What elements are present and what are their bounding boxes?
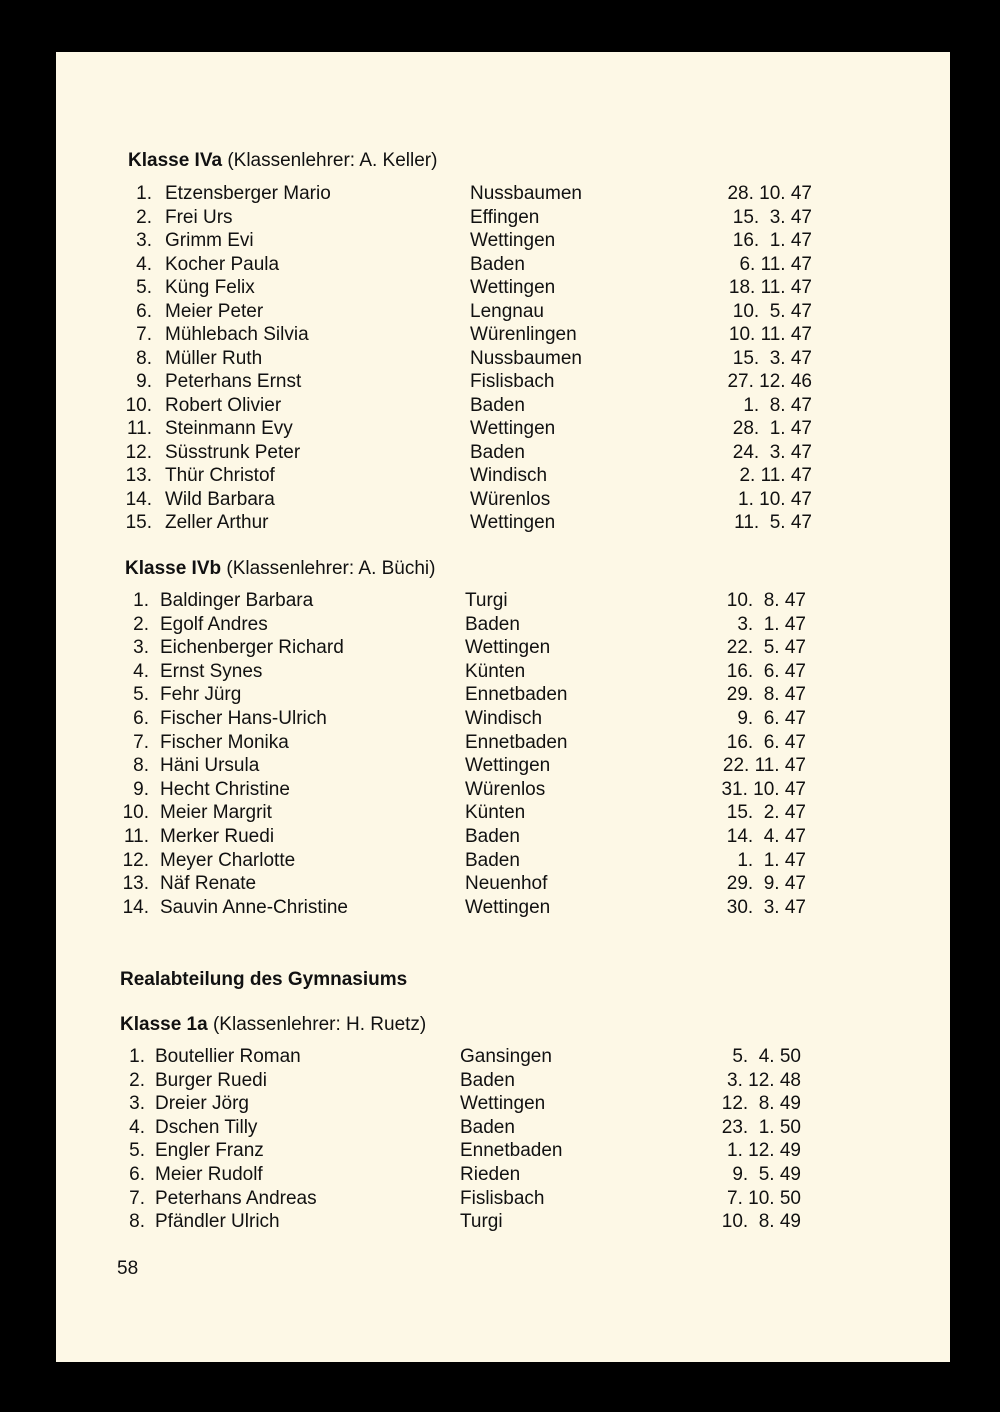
student-place: Wettingen: [465, 896, 551, 918]
student-number: 4.: [133, 660, 149, 682]
student-birthdate: 22. 11. 47: [722, 755, 806, 777]
student-row: [56, 512, 950, 536]
student-row: [56, 897, 950, 921]
student-number: 4.: [136, 253, 152, 275]
student-place: Baden: [470, 253, 525, 275]
student-place: Baden: [470, 441, 525, 463]
student-number: 5.: [129, 1140, 145, 1162]
student-number: 9.: [133, 778, 149, 800]
student-row: [56, 1164, 950, 1188]
student-place: Ennetbaden: [465, 731, 568, 753]
student-number: 8.: [129, 1211, 145, 1233]
student-birthdate: 29. 9. 47: [726, 873, 806, 895]
student-row: [56, 779, 950, 803]
student-number: 14.: [122, 896, 149, 918]
student-place: Nussbaumen: [470, 347, 582, 369]
student-number: 3.: [136, 230, 152, 251]
student-number: 7.: [129, 1187, 145, 1209]
student-number: 2.: [136, 206, 152, 228]
student-birthdate: 23. 1. 50: [721, 1116, 801, 1138]
student-birthdate: 6. 11. 47: [739, 253, 812, 275]
student-place: Baden: [465, 849, 520, 871]
student-row: [56, 1093, 950, 1117]
student-row: [56, 301, 950, 325]
student-birthdate: 5. 4. 50: [732, 1046, 801, 1067]
student-number: 6.: [133, 708, 149, 729]
student-number: 14.: [125, 488, 152, 510]
student-name: Küng Felix: [165, 277, 255, 298]
student-number: 4.: [129, 1116, 145, 1138]
student-birthdate: 29. 8. 47: [726, 684, 806, 706]
student-birthdate: 28. 10. 47: [727, 183, 812, 204]
student-birthdate: 10. 5. 47: [732, 300, 812, 322]
student-birthdate: 27. 12. 46: [727, 371, 812, 392]
student-row: [56, 348, 950, 372]
student-row: [56, 826, 950, 850]
student-name: Hecht Christine: [160, 778, 290, 800]
student-birthdate: 14. 4. 47: [726, 826, 806, 847]
student-row: [56, 684, 950, 708]
student-name: Sauvin Anne-Christine: [160, 896, 348, 918]
student-birthdate: 24. 3. 47: [732, 441, 812, 463]
class-label: Klasse IVa: [128, 150, 223, 171]
student-place: Wettingen: [470, 512, 556, 533]
student-row: [56, 371, 950, 395]
student-place: Wettingen: [470, 230, 556, 251]
department-heading: Realabteilung des Gymnasiums: [120, 969, 408, 990]
student-place: Baden: [460, 1116, 515, 1138]
student-row: [56, 465, 950, 489]
student-place: Ennetbaden: [465, 684, 568, 706]
student-number: 12.: [125, 441, 152, 463]
student-row: [56, 442, 950, 466]
student-place: Baden: [470, 394, 525, 416]
page-number: 58: [117, 1258, 139, 1279]
student-row: [56, 1140, 950, 1164]
student-name: Pfändler Ulrich: [155, 1211, 280, 1233]
student-place: Baden: [460, 1069, 515, 1091]
student-place: Wettingen: [460, 1093, 546, 1115]
student-name: Burger Ruedi: [155, 1069, 267, 1091]
student-number: 11.: [123, 826, 149, 847]
student-name: Peterhans Andreas: [155, 1187, 317, 1209]
student-name: Merker Ruedi: [160, 826, 275, 847]
student-place: Ennetbaden: [460, 1140, 563, 1162]
student-place: Wettingen: [465, 637, 551, 659]
student-row: [56, 873, 950, 897]
student-birthdate: 1. 8. 47: [743, 394, 812, 416]
student-place: Fislisbach: [470, 371, 555, 392]
student-name: Fischer Monika: [160, 731, 289, 753]
student-birthdate: 3. 1. 47: [737, 613, 806, 635]
student-number: 15.: [125, 512, 152, 533]
student-number: 6.: [129, 1164, 145, 1185]
student-place: Baden: [465, 613, 520, 635]
student-name: Baldinger Barbara: [160, 590, 314, 611]
student-row: [56, 277, 950, 301]
student-name: Zeller Arthur: [165, 512, 269, 533]
class-teacher: (Klassenlehrer: H. Ruetz): [212, 1014, 427, 1035]
student-place: Fislisbach: [460, 1187, 545, 1209]
student-place: Rieden: [460, 1164, 521, 1185]
student-row: [56, 254, 950, 278]
student-birthdate: 9. 5. 49: [732, 1164, 801, 1185]
student-name: Thür Christof: [165, 465, 275, 486]
student-name: Etzensberger Mario: [165, 183, 331, 204]
student-birthdate: 9. 6. 47: [737, 708, 806, 729]
student-place: Wettingen: [470, 418, 556, 439]
class-heading: [128, 150, 437, 172]
student-name: Grimm Evi: [165, 230, 254, 251]
student-name: Kocher Paula: [165, 253, 280, 275]
student-row: [56, 802, 950, 826]
student-row: [56, 489, 950, 513]
student-birthdate: 30. 3. 47: [726, 896, 806, 918]
student-row: [56, 1117, 950, 1141]
student-name: Fischer Hans-Ulrich: [160, 708, 327, 729]
document-page: [56, 52, 950, 1362]
student-name: Ernst Synes: [160, 660, 263, 682]
student-place: Künten: [465, 802, 526, 824]
student-row: [56, 1188, 950, 1212]
student-number: 1.: [133, 590, 149, 611]
student-number: 13.: [122, 873, 149, 895]
student-row: [56, 708, 950, 732]
student-number: 3.: [133, 637, 149, 659]
student-row: [56, 637, 950, 661]
student-name: Meier Rudolf: [155, 1164, 263, 1185]
student-place: Nussbaumen: [470, 183, 582, 204]
class-heading: [120, 1014, 426, 1036]
student-birthdate: 1. 12. 49: [727, 1140, 801, 1162]
student-birthdate: 3. 12. 48: [727, 1069, 801, 1091]
student-row: [56, 395, 950, 419]
student-row: [56, 850, 950, 874]
student-birthdate: 1. 10. 47: [738, 488, 812, 510]
student-number: 13.: [125, 465, 152, 486]
student-place: Würenlos: [465, 778, 546, 800]
student-name: Dreier Jörg: [155, 1093, 249, 1115]
student-row: [56, 590, 950, 614]
student-number: 8.: [133, 755, 149, 777]
student-birthdate: 15. 3. 47: [732, 347, 812, 369]
student-row: [56, 732, 950, 756]
student-birthdate: 10. 8. 49: [721, 1211, 801, 1233]
student-place: Würenlingen: [470, 324, 577, 345]
student-row: [56, 230, 950, 254]
student-place: Baden: [465, 826, 520, 847]
student-birthdate: 16. 1. 47: [732, 230, 812, 251]
student-name: Eichenberger Richard: [160, 637, 344, 659]
student-name: Meier Margrit: [160, 802, 272, 824]
student-number: 2.: [129, 1069, 145, 1091]
student-name: Robert Olivier: [165, 394, 282, 416]
student-birthdate: 2. 11. 47: [739, 465, 812, 486]
student-row: [56, 1046, 950, 1070]
class-teacher: (Klassenlehrer: A. Büchi): [226, 558, 436, 579]
student-name: Süsstrunk Peter: [165, 441, 301, 463]
student-number: 1.: [129, 1046, 145, 1067]
class-teacher: (Klassenlehrer: A. Keller): [227, 150, 438, 171]
student-birthdate: 1. 1. 47: [737, 849, 806, 871]
student-name: Peterhans Ernst: [165, 371, 302, 392]
student-place: Gansingen: [460, 1046, 552, 1067]
student-name: Wild Barbara: [165, 488, 275, 510]
student-name: Müller Ruth: [165, 347, 263, 369]
student-place: Künten: [465, 660, 526, 682]
student-name: Steinmann Evy: [165, 418, 293, 439]
student-number: 11.: [126, 418, 152, 439]
student-row: [56, 661, 950, 685]
student-place: Würenlos: [470, 488, 551, 510]
class-heading: [125, 558, 435, 580]
student-birthdate: 15. 3. 47: [732, 206, 812, 228]
student-birthdate: 16. 6. 47: [726, 731, 806, 753]
student-number: 12.: [122, 849, 149, 871]
student-name: Egolf Andres: [160, 613, 268, 635]
student-birthdate: 28. 1. 47: [732, 418, 812, 439]
student-row: [56, 1211, 950, 1235]
student-row: [56, 207, 950, 231]
student-number: 7.: [133, 731, 149, 753]
student-number: 5.: [136, 277, 152, 298]
student-number: 2.: [133, 613, 149, 635]
student-name: Meyer Charlotte: [160, 849, 296, 871]
student-birthdate: 15. 2. 47: [726, 802, 806, 824]
student-place: Windisch: [465, 708, 543, 729]
student-row: [56, 418, 950, 442]
class-label: Klasse 1a: [120, 1014, 208, 1035]
student-name: Fehr Jürg: [160, 684, 242, 706]
student-place: Lengnau: [470, 300, 544, 322]
student-birthdate: 22. 5. 47: [726, 637, 806, 659]
student-number: 6.: [136, 300, 152, 322]
student-name: Näf Renate: [160, 873, 257, 895]
student-number: 9.: [136, 371, 152, 392]
student-place: Wettingen: [470, 277, 556, 298]
student-birthdate: 10. 8. 47: [726, 590, 806, 611]
student-number: 5.: [133, 684, 149, 706]
student-name: Boutellier Roman: [155, 1046, 301, 1067]
student-birthdate: 12. 8. 49: [721, 1093, 801, 1115]
student-birthdate: 11. 5. 47: [734, 512, 812, 533]
student-place: Windisch: [470, 465, 548, 486]
student-birthdate: 10. 11. 47: [728, 324, 812, 345]
student-row: [56, 324, 950, 348]
student-place: Neuenhof: [465, 873, 548, 895]
student-place: Effingen: [470, 206, 540, 228]
student-row: [56, 183, 950, 207]
student-row: [56, 1070, 950, 1094]
student-birthdate: 16. 6. 47: [726, 660, 806, 682]
student-birthdate: 31. 10. 47: [721, 778, 806, 800]
student-name: Frei Urs: [165, 206, 233, 228]
student-name: Häni Ursula: [160, 755, 260, 777]
class-label: Klasse IVb: [125, 558, 222, 579]
student-birthdate: 7. 10. 50: [727, 1187, 801, 1209]
student-place: Turgi: [460, 1211, 503, 1233]
student-place: Wettingen: [465, 755, 551, 777]
student-number: 10.: [122, 802, 149, 824]
student-row: [56, 755, 950, 779]
student-row: [56, 614, 950, 638]
student-name: Meier Peter: [165, 300, 264, 322]
student-number: 7.: [136, 324, 152, 345]
student-number: 8.: [136, 347, 152, 369]
student-number: 3.: [129, 1093, 145, 1115]
student-name: Dschen Tilly: [155, 1116, 258, 1138]
student-name: Mühlebach Silvia: [165, 324, 309, 345]
student-number: 1.: [136, 183, 152, 204]
student-name: Engler Franz: [155, 1140, 264, 1162]
student-birthdate: 18. 11. 47: [728, 277, 812, 298]
student-number: 10.: [125, 394, 152, 416]
student-place: Turgi: [465, 590, 508, 611]
